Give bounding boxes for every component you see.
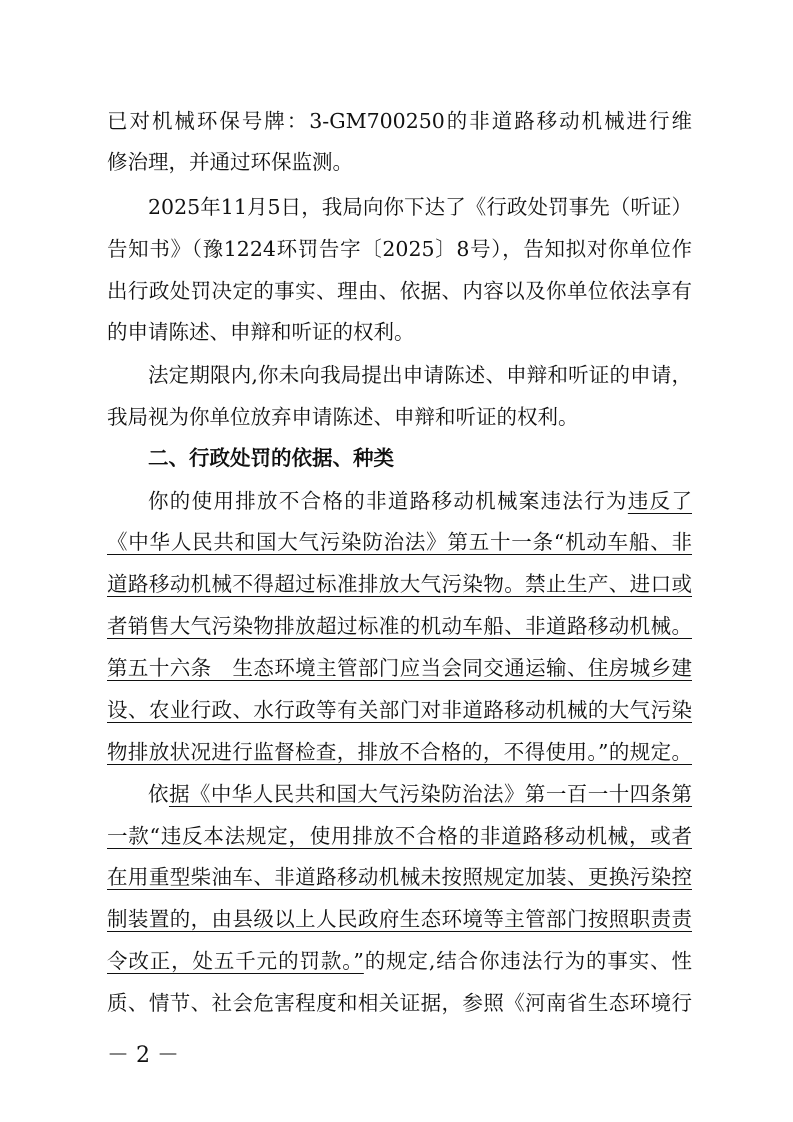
text-segment: 的规定,结合你违法行为的事实、性 <box>363 949 693 973</box>
body-text-line: 修治理，并通过环保监测。 <box>107 150 353 174</box>
body-text-line: 出行政处罚决定的事实、理由、依据、内容以及你单位依法享有 <box>107 279 692 303</box>
underlined-legal-text: 者销售大气污染物排放超过标准的机动车船、非道路移动机械。 <box>107 614 692 638</box>
underlined-legal-text: 《中华人民共和国大气污染防治法》第五十一条“机动车船、非 <box>107 530 692 554</box>
section-heading: 二、行政处罚的依据、种类 <box>148 446 394 470</box>
body-text-line: 我局视为你单位放弃申请陈述、申辩和听证的权利。 <box>107 405 579 429</box>
underlined-legal-text: 违反了 <box>627 489 692 513</box>
underlined-legal-text: 令改正，处五千元的罚款。” <box>107 949 364 973</box>
underlined-legal-text: 设、农业行政、水行政等有关部门对非道路移动机械的大气污染 <box>107 698 692 722</box>
text-segment: 依 <box>148 782 169 806</box>
underlined-legal-text: 道路移动机械不得超过标准排放大气污染物。禁止生产、进口或 <box>107 572 692 596</box>
body-text-line: 的申请陈述、申辩和听证的权利。 <box>107 320 415 344</box>
body-text-line <box>148 774 692 814</box>
text-segment: 你的使用排放不合格的非道路移动机械案违法行为 <box>148 489 628 513</box>
underlined-legal-text: 物排放状况进行监督检查，排放不合格的，不得使用。”的规定。 <box>107 740 692 764</box>
body-text-line: 法定期限内,你未向我局提出申请陈述、申辩和听证的申请， <box>148 363 692 387</box>
body-text-line <box>107 941 692 981</box>
body-text-line: 2025年11月5日，我局向你下达了《行政处罚事先（听证） <box>148 195 692 219</box>
underlined-legal-text: 第五十六条 生态环境主管部门应当会同交通运输、住房城乡建 <box>107 656 692 680</box>
underlined-legal-text: 据《中华人民共和国大气污染防治法》第一百一十四条第 <box>168 782 693 806</box>
body-text-line: 质、情节、社会危害程度和相关证据，参照《河南省生态环境行 <box>107 991 692 1015</box>
body-text-line: 告知书》（豫1224环罚告字〔2025〕8号），告知拟对你单位作 <box>107 237 692 261</box>
underlined-legal-text: 一款“违反本法规定，使用排放不合格的非道路移动机械，或者 <box>107 824 692 848</box>
underlined-legal-text: 在用重型柴油车、非道路移动机械未按照规定加装、更换污染控 <box>107 865 692 889</box>
page-number: － 2 － <box>107 1043 179 1068</box>
body-text-line <box>148 481 692 521</box>
body-text-line: 已对机械环保号牌：3-GM700250的非道路移动机械进行维 <box>107 109 692 133</box>
underlined-legal-text: 制装置的，由县级以上人民政府生态环境等主管部门按照职责责 <box>107 907 692 931</box>
